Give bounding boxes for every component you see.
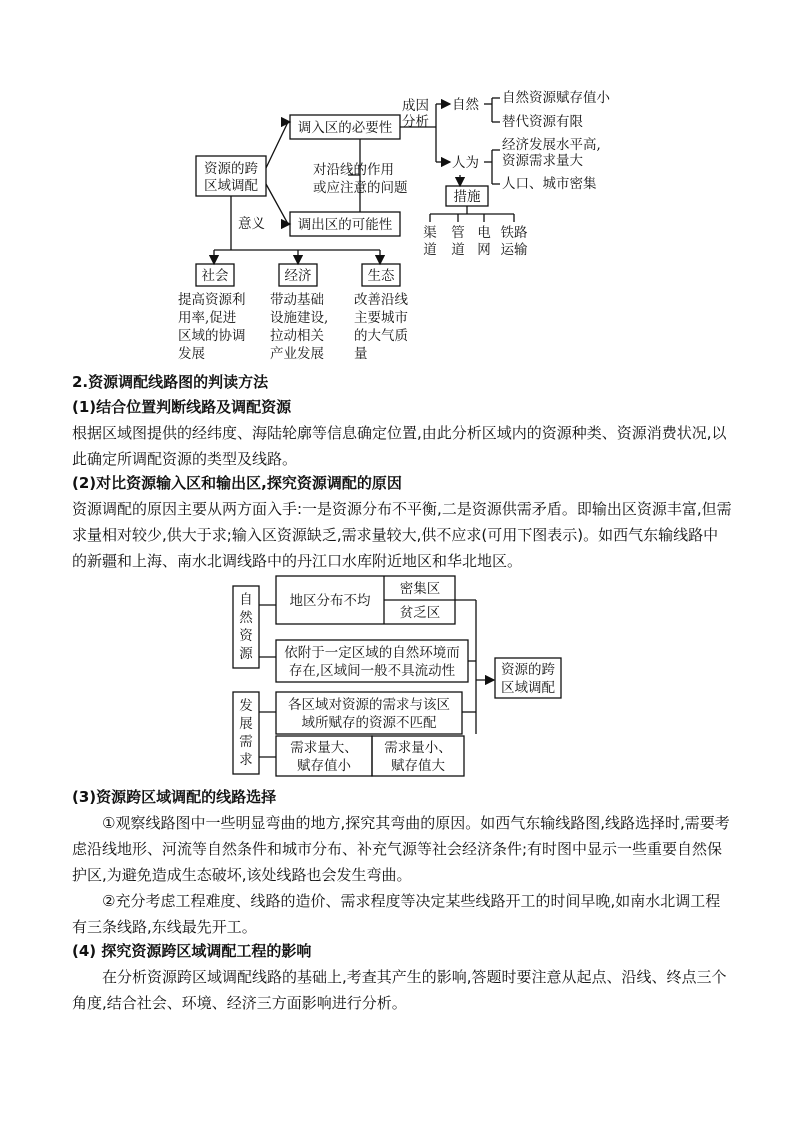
measure-rail-2: 运输 <box>500 242 528 258</box>
sub4-body: 在分析资源跨区域调配线路的基础上,考查其产生的影响,答题时要注意从起点、沿线、终点三个角度,结合社会、环境、经济三方面影响进行分析。 <box>72 968 727 1012</box>
natural-res-char-2: 然 <box>239 610 253 626</box>
cause-label-1: 成因 <box>402 98 429 114</box>
economy-line-2: 设施建设, <box>270 310 329 326</box>
social-line-4: 发展 <box>178 346 205 362</box>
sub1-title: (1)结合位置判断线路及调配资源 <box>72 398 292 416</box>
root-line2: 区域调配 <box>204 178 258 194</box>
economy-line-4: 产业发展 <box>270 346 324 362</box>
social-line-2: 用率,促进 <box>178 310 237 326</box>
sub3-title: (3)资源跨区域调配的线路选择 <box>72 788 277 806</box>
measure-pipe-1: 管 <box>451 225 465 241</box>
result-line-1: 资源的跨 <box>501 662 555 678</box>
in-need-label: 调入区的必要性 <box>297 120 393 136</box>
natural-res-char-4: 源 <box>239 646 253 662</box>
social-label: 社会 <box>201 268 229 284</box>
natural-res-char-1: 自 <box>239 592 253 608</box>
out-possible-label: 调出区的可能性 <box>297 217 393 233</box>
big-demand-line-2: 赋存值小 <box>297 758 351 774</box>
measure-canal-2: 道 <box>423 242 437 258</box>
economy-label: 经济 <box>284 268 312 284</box>
sub4-title: (4) 探究资源跨区域调配工程的影响 <box>72 942 312 960</box>
ecology-line-2: 主要城市 <box>354 310 408 326</box>
uneven-label: 地区分布不均 <box>289 593 371 609</box>
social-line-1: 提高资源利 <box>178 292 246 308</box>
sub2-body: 资源调配的原因主要从两方面入手:一是资源分布不平衡,二是资源供需矛盾。即输出区资源丰富,但需求量相对较少,供大于求;输入区资源缺乏,需求量较大,供不应求(可用下图表示)。如西气东输线路中的新疆和上海、南水北调线路中的丹江口水库附近地区和华北地区。 <box>72 500 732 570</box>
measures-label: 措施 <box>453 189 481 205</box>
resource-allocation-concept-diagram <box>0 0 794 370</box>
cause-label-2: 分析 <box>402 114 429 130</box>
mismatch-line-1: 各区域对资源的需求与该区 <box>288 697 450 713</box>
demand-char-4: 求 <box>239 752 253 768</box>
significance-label: 意义 <box>238 216 265 232</box>
small-demand-line-2: 赋存值大 <box>391 758 445 774</box>
section2-title: 2.资源调配线路图的判读方法 <box>72 373 269 391</box>
depend-line-2: 存在,区域间一般不具流动性 <box>288 663 456 679</box>
natural-label: 自然 <box>452 97 479 113</box>
sub3-paragraph-2: ②充分考虑工程难度、线路的造价、需求程度等决定某些线路开工的时间早晚,如南水北调工程有三条线路,东线最先开工。 <box>72 892 721 936</box>
natural-item-1: 自然资源赋存值小 <box>502 90 610 106</box>
ecology-line-4: 量 <box>354 346 368 362</box>
economy-line-3: 拉动相关 <box>270 328 324 344</box>
dense-label: 密集区 <box>399 581 441 597</box>
small-demand-line-1: 需求量小、 <box>384 740 452 756</box>
demand-char-2: 展 <box>239 716 253 732</box>
ecology-line-1: 改善沿线 <box>354 292 408 308</box>
economy-line-1: 带动基础 <box>270 292 324 308</box>
human-item-1: 经济发展水平高, <box>502 137 601 153</box>
mismatch-line-2: 域所赋存的资源不匹配 <box>301 715 437 731</box>
human-item-2: 资源需求量大 <box>502 153 583 169</box>
along-line-1: 对沿线的作用 <box>313 162 394 178</box>
natural-res-char-3: 资 <box>239 628 253 644</box>
sub2-title: (2)对比资源输入区和输出区,探究资源调配的原因 <box>72 474 402 492</box>
human-item-3: 人口、城市密集 <box>502 176 597 192</box>
scarce-label: 贫乏区 <box>399 605 441 621</box>
ecology-label: 生态 <box>367 268 395 284</box>
social-line-3: 区域的协调 <box>178 328 246 344</box>
measure-grid-1: 电 <box>477 225 491 241</box>
sub3-paragraph-1: ①观察线路图中一些明显弯曲的地方,探究其弯曲的原因。如西气东输线路图,线路选择时,需要考虑沿线地形、河流等自然条件和城市分布、补充气源等社会经济条件;有时图中显示一些重要自然保护区,为避免造成生态破坏,该处线路也会发生弯曲。 <box>72 814 730 884</box>
demand-char-1: 发 <box>239 698 253 714</box>
measure-canal-1: 渠 <box>423 225 437 241</box>
human-label: 人为 <box>452 155 479 171</box>
measure-rail-1: 铁路 <box>500 225 528 241</box>
demand-char-3: 需 <box>239 734 253 750</box>
natural-item-2: 替代资源有限 <box>502 114 583 130</box>
sub1-body: 根据区域图提供的经纬度、海陆轮廓等信息确定位置,由此分析区域内的资源种类、资源消费状况,以此确定所调配资源的类型及线路。 <box>72 424 727 468</box>
along-line-2: 或应注意的问题 <box>313 180 408 196</box>
big-demand-line-1: 需求量大、 <box>290 740 358 756</box>
depend-line-1: 依附于一定区域的自然环境而 <box>284 645 460 661</box>
measure-pipe-2: 道 <box>451 242 465 258</box>
root-line1: 资源的跨 <box>204 161 258 177</box>
allocation-cause-diagram <box>0 575 794 780</box>
measure-grid-2: 网 <box>477 242 491 258</box>
ecology-line-3: 的大气质 <box>354 328 408 344</box>
result-line-2: 区域调配 <box>501 680 555 696</box>
